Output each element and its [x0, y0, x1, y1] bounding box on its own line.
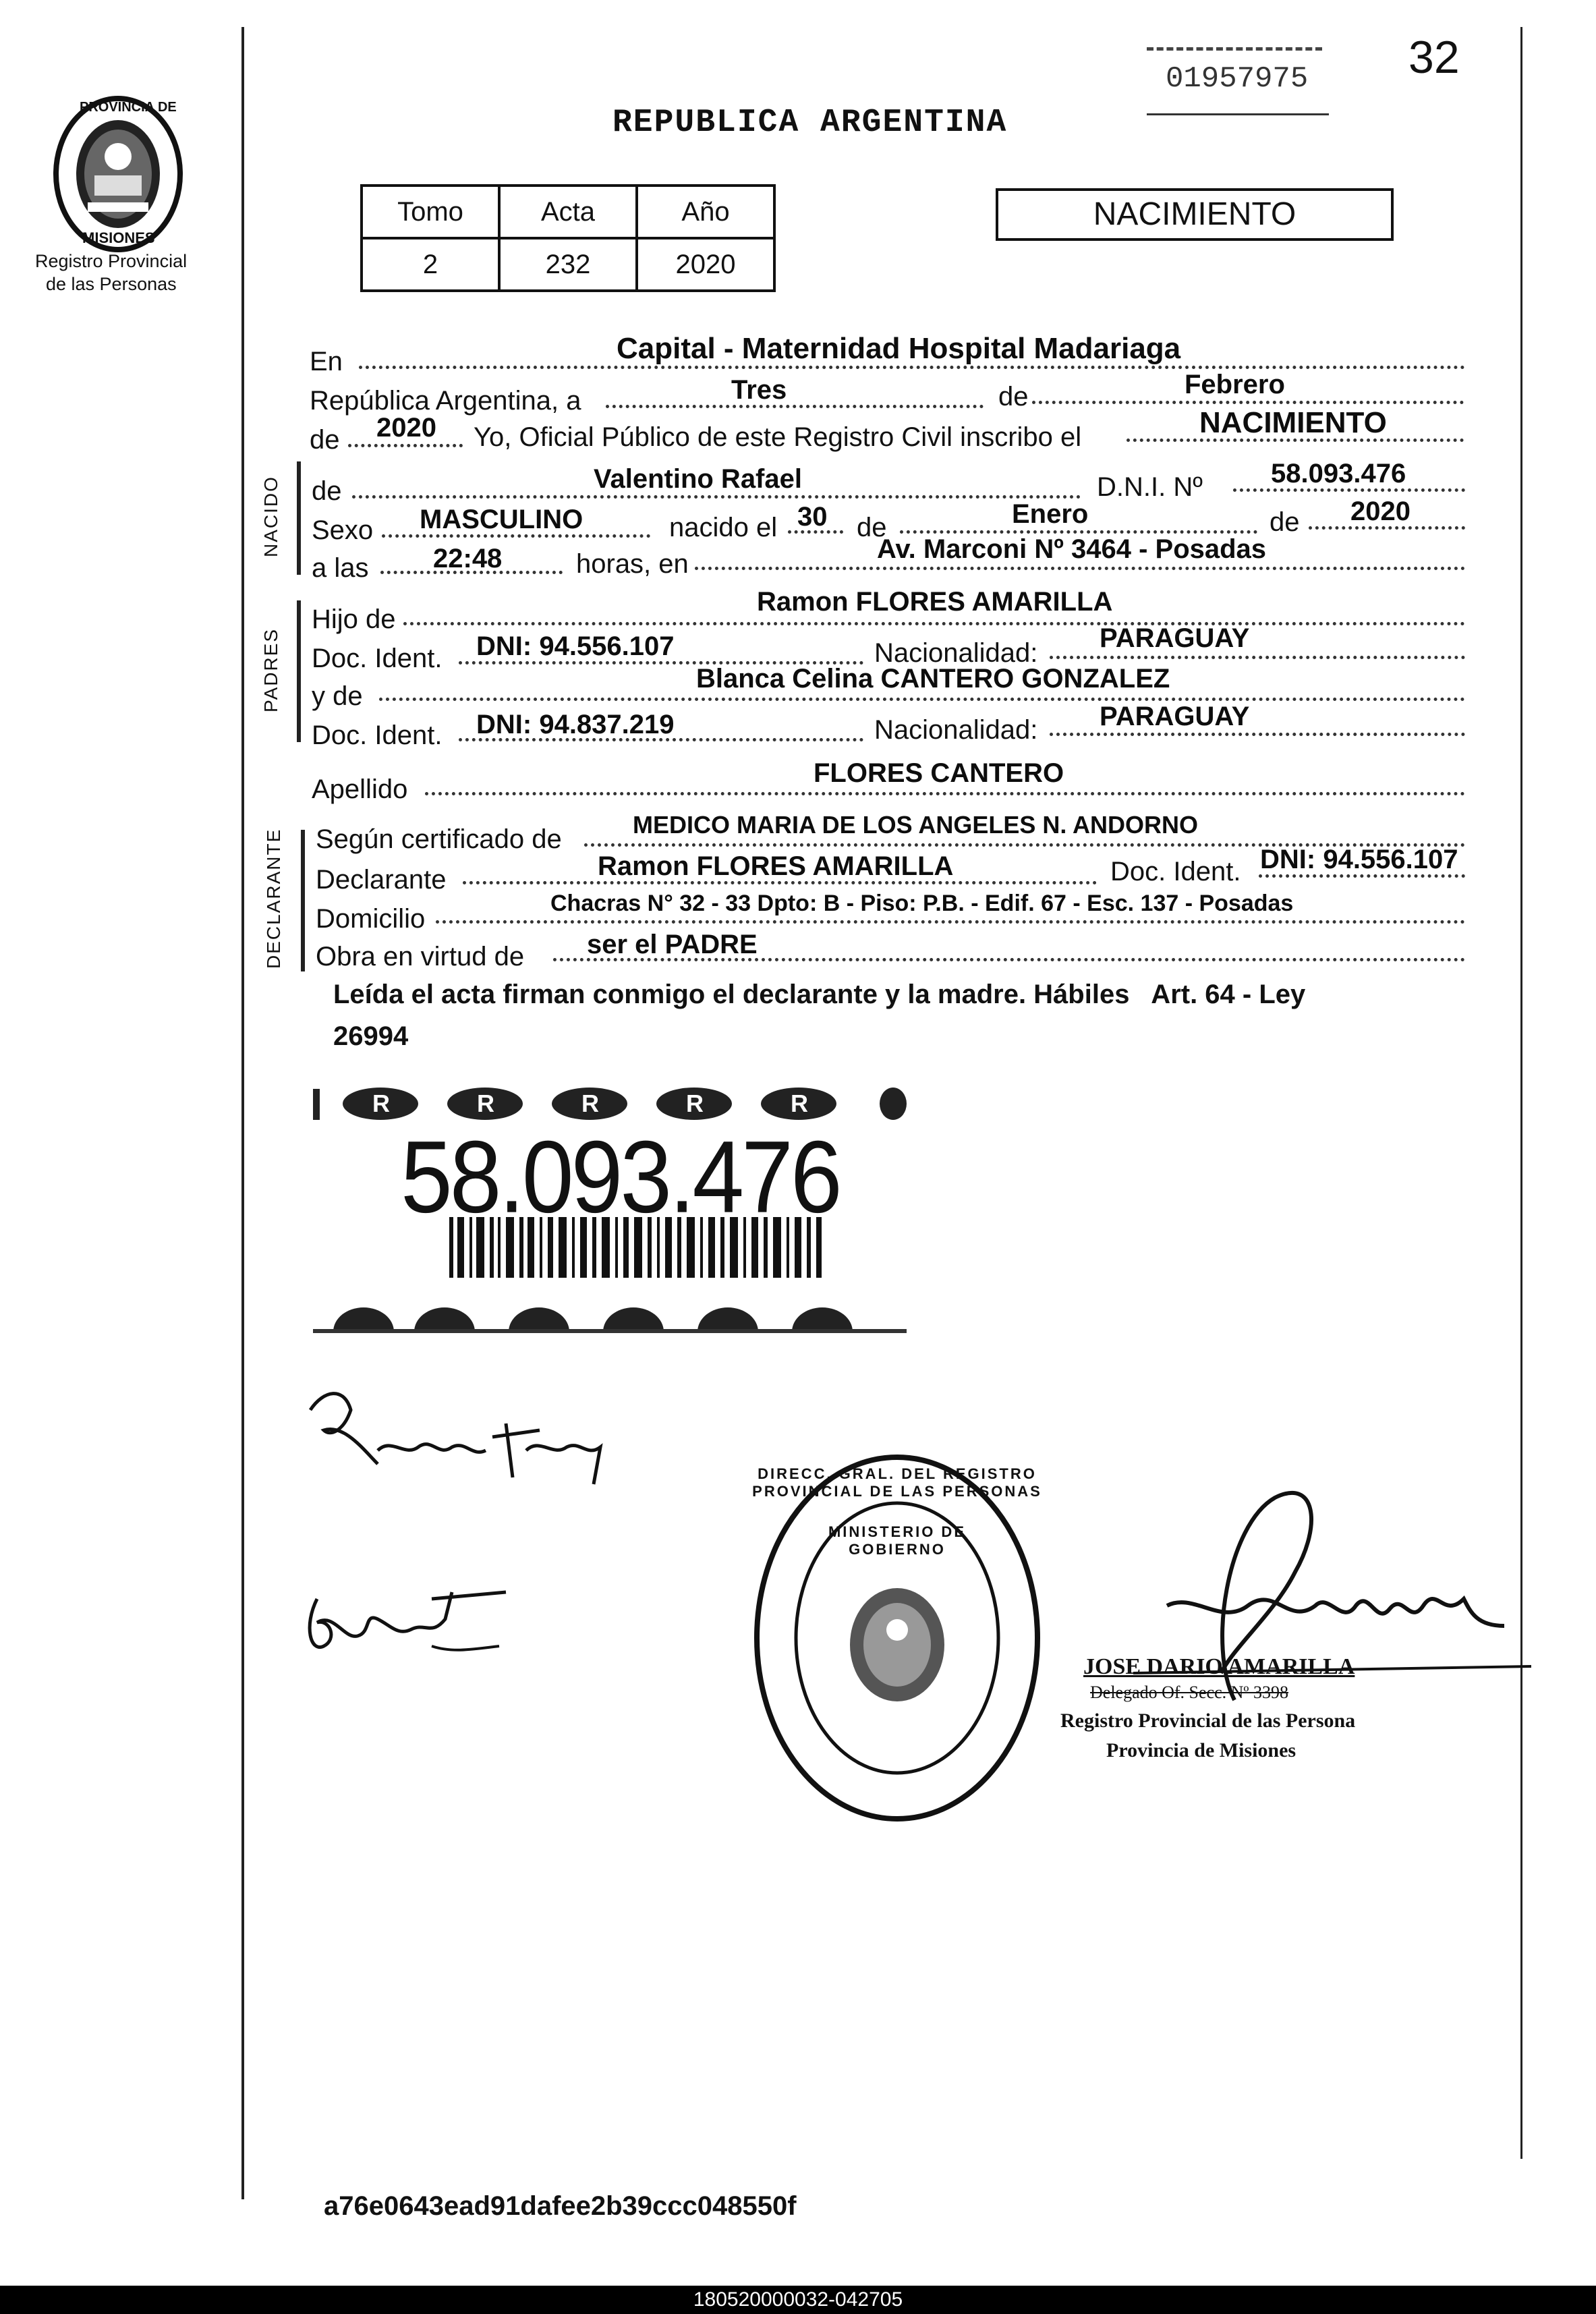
father-nat-value: PARAGUAY — [1100, 623, 1250, 653]
declarante-label: Declarante — [316, 865, 447, 895]
nacido-de-label: de — [312, 476, 342, 506]
footer-code: 180520000032-042705 — [693, 2288, 903, 2311]
svg-text:R: R — [686, 1090, 704, 1117]
record-type-label: NACIMIENTO — [1093, 196, 1296, 232]
logo-text-top: PROVINCIA DE — [80, 100, 177, 115]
domicilio-value: Chacras N° 32 - 33 Dpto: B - Piso: P.B. - Edif. 67 - Esc. 137 - Posadas — [550, 891, 1294, 916]
mother-doc-value: DNI: 94.837.219 — [476, 710, 675, 739]
registry-name-line2: de las Personas — [46, 274, 177, 294]
nacido-el-label: nacido el — [669, 513, 778, 542]
page-title: REPUBLICA ARGENTINA — [612, 105, 1008, 141]
father-doc-value: DNI: 94.556.107 — [476, 631, 675, 661]
padres-bracket — [297, 600, 301, 742]
de-label-4: de — [1270, 507, 1300, 537]
year-value: 2020 — [376, 413, 436, 443]
certificado-value: MEDICO MARIA DE LOS ANGELES N. ANDORNO — [633, 811, 1199, 839]
declarante-doc-value: DNI: 94.556.107 — [1260, 845, 1458, 874]
province-seal-logo — [47, 94, 189, 253]
place-value: Av. Marconi Nº 3464 - Posadas — [877, 534, 1267, 564]
day-value: Tres — [731, 375, 787, 405]
stamp-inner-text: MINISTERIO DE GOBIERNO — [828, 1523, 966, 1558]
dni-label: D.N.I. Nº — [1097, 472, 1203, 502]
dni-value: 58.093.476 — [1271, 459, 1406, 488]
serial-number: 01957975 — [1166, 62, 1309, 96]
domicilio-label: Domicilio — [316, 904, 426, 934]
stamp-outer-text: DIRECC. GRAL. DEL REGISTRO PROVINCIAL DE LAS PERSONAS — [752, 1465, 1042, 1500]
official-position: Delegado Of. Secc. Nº 3398 — [1090, 1683, 1288, 1702]
sexo-value: MASCULINO — [420, 505, 583, 534]
mother-signature — [297, 1572, 519, 1676]
official-stamp — [749, 1449, 1046, 1827]
nacido-section-label: NACIDO — [260, 476, 281, 557]
left-margin-rule — [241, 27, 244, 2199]
father-nat-dots — [1050, 656, 1465, 659]
mother-value: Blanca Celina CANTERO GONZALEZ — [696, 664, 1170, 694]
sexo-label: Sexo — [312, 515, 374, 545]
birth-day-value: 30 — [797, 502, 828, 532]
birth-year-value: 2020 — [1350, 497, 1410, 526]
table-header-ano: Año — [637, 186, 774, 238]
de-label-1: de — [998, 382, 1029, 412]
inscribe-value: NACIMIENTO — [1199, 406, 1387, 439]
table-value-acta: 232 — [499, 238, 637, 291]
official-registry: Registro Provincial de las Persona — [1060, 1710, 1356, 1732]
mother-dots — [379, 698, 1465, 701]
mother-nat-label: Nacionalidad: — [874, 715, 1038, 745]
day-dots — [606, 405, 984, 408]
republica-label: República Argentina, a — [310, 386, 581, 416]
en-dots — [359, 366, 1465, 369]
declarant-signature — [304, 1383, 614, 1501]
place-dots — [695, 567, 1465, 570]
obra-value: ser el PADRE — [587, 930, 758, 959]
record-table — [360, 184, 776, 292]
birth-month-value: Enero — [1012, 499, 1089, 529]
apellido-dots — [425, 792, 1465, 795]
mother-nat-value: PARAGUAY — [1100, 702, 1250, 731]
mother-doc-label: Doc. Ident. — [312, 721, 443, 750]
closing-line-1: Leída el acta firman conmigo el declarante y la madre. Hábiles Art. 64 - Ley — [333, 980, 1306, 1009]
yo-label: Yo, Oficial Público de este Registro Civil inscribo el — [474, 422, 1082, 452]
svg-text:R: R — [372, 1090, 390, 1117]
registry-name-line1: Registro Provincial — [35, 251, 188, 271]
svg-text:R: R — [791, 1090, 808, 1117]
month-dots — [1032, 401, 1464, 404]
right-margin-rule — [1520, 27, 1522, 2159]
domicilio-dots — [436, 920, 1465, 924]
record-type-box — [996, 188, 1394, 241]
table-value-ano: 2020 — [637, 238, 774, 291]
a-las-label: a las — [312, 553, 369, 583]
obra-label: Obra en virtud de — [316, 942, 525, 971]
table-header-tomo: Tomo — [362, 186, 499, 238]
footer-bar — [0, 2286, 1596, 2314]
document-hash: a76e0643ead91dafee2b39ccc048550f — [324, 2191, 797, 2221]
official-name: JOSE DARIO AMARILLA — [1083, 1654, 1355, 1679]
declarante-value: Ramon FLORES AMARILLA — [598, 851, 954, 881]
y-de-label: y de — [312, 681, 363, 711]
certificado-label: Según certificado de — [316, 824, 562, 854]
serial-underline — [1147, 113, 1329, 115]
official-province: Provincia de Misiones — [1106, 1739, 1296, 1761]
father-value: Ramon FLORES AMARILLA — [757, 587, 1113, 617]
table-value-tomo: 2 — [362, 238, 499, 291]
declarante-section-label: DECLARANTE — [263, 828, 284, 969]
birth-month-dots — [900, 530, 1257, 534]
apellido-label: Apellido — [312, 774, 408, 804]
barcode-number: 58.093.476 — [401, 1120, 840, 1235]
name-value: Valentino Rafael — [594, 464, 802, 494]
padres-section-label: PADRES — [260, 627, 281, 712]
logo-text-bottom: MISIONES — [82, 229, 155, 246]
en-label: En — [310, 347, 343, 376]
closing-line-2: 26994 — [333, 1021, 409, 1051]
father-nat-label: Nacionalidad: — [874, 638, 1038, 668]
table-header-acta: Acta — [499, 186, 637, 238]
de-label-2: de — [310, 425, 340, 455]
hijo-label: Hijo de — [312, 604, 396, 634]
name-dots — [352, 495, 1081, 499]
en-value: Capital - Maternidad Hospital Madariaga — [617, 332, 1181, 365]
svg-text:R: R — [477, 1090, 494, 1117]
apellido-value: FLORES CANTERO — [814, 758, 1064, 788]
month-value: Febrero — [1185, 370, 1285, 399]
svg-text:R: R — [581, 1090, 599, 1117]
horas-label: horas, en — [576, 549, 689, 579]
barcode-label — [313, 1082, 907, 1338]
father-doc-label: Doc. Ident. — [312, 644, 443, 673]
declarante-doc-label: Doc. Ident. — [1110, 857, 1241, 886]
nacido-bracket — [297, 461, 301, 575]
mother-nat-dots — [1050, 733, 1465, 736]
serial-top-mark — [1147, 47, 1322, 51]
de-label-3: de — [857, 513, 887, 542]
year-dots — [348, 444, 463, 447]
time-value: 22:48 — [433, 544, 503, 573]
father-dots — [403, 622, 1465, 625]
page-number: 32 — [1408, 32, 1460, 83]
declarante-bracket — [301, 830, 305, 971]
